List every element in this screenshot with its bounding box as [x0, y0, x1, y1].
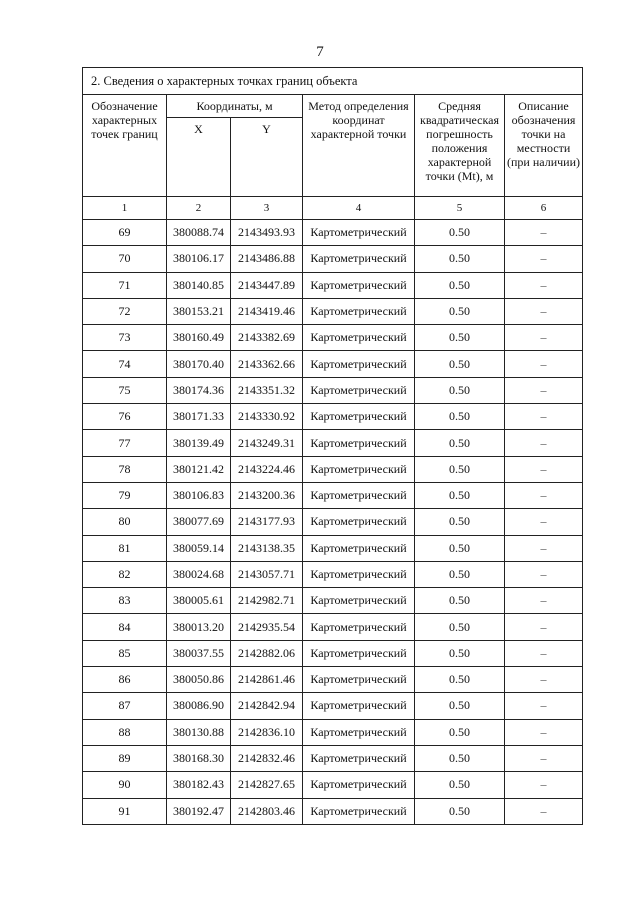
description-cell: – — [505, 377, 583, 403]
description-cell: – — [505, 404, 583, 430]
table-row — [83, 588, 583, 614]
description-cell: – — [505, 772, 583, 798]
y-coordinate-cell: 2143177.93 — [231, 509, 303, 535]
description-cell: – — [505, 614, 583, 640]
y-coordinate-cell: 2143057.71 — [231, 561, 303, 587]
table-row — [83, 298, 583, 324]
method-cell: Картометрический — [303, 246, 415, 272]
point-cell: 81 — [83, 535, 167, 561]
column-number: 2 — [167, 197, 231, 220]
description-cell: – — [505, 220, 583, 246]
x-coordinate-cell: 380182.43 — [167, 772, 231, 798]
x-coordinate-cell: 380139.49 — [167, 430, 231, 456]
x-coordinate-cell: 380192.47 — [167, 798, 231, 824]
header-coordinates: Координаты, м — [167, 95, 303, 118]
column-number: 1 — [83, 197, 167, 220]
point-cell: 70 — [83, 246, 167, 272]
error-cell: 0.50 — [415, 693, 505, 719]
table-row — [83, 272, 583, 298]
method-cell: Картометрический — [303, 772, 415, 798]
y-coordinate-cell: 2142882.06 — [231, 640, 303, 666]
description-cell: – — [505, 482, 583, 508]
description-cell: – — [505, 456, 583, 482]
x-coordinate-cell: 380160.49 — [167, 325, 231, 351]
x-coordinate-cell: 380171.33 — [167, 404, 231, 430]
point-cell: 89 — [83, 745, 167, 771]
table-row — [83, 614, 583, 640]
description-cell: – — [505, 719, 583, 745]
x-coordinate-cell: 380013.20 — [167, 614, 231, 640]
y-coordinate-cell: 2143200.36 — [231, 482, 303, 508]
table-row — [83, 325, 583, 351]
point-cell: 85 — [83, 640, 167, 666]
points-table — [82, 67, 583, 825]
method-cell: Картометрический — [303, 404, 415, 430]
table-row — [83, 246, 583, 272]
y-coordinate-cell: 2143486.88 — [231, 246, 303, 272]
point-cell: 77 — [83, 430, 167, 456]
y-coordinate-cell: 2143224.46 — [231, 456, 303, 482]
table-row — [83, 772, 583, 798]
y-coordinate-cell: 2143351.32 — [231, 377, 303, 403]
table-row — [83, 220, 583, 246]
error-cell: 0.50 — [415, 667, 505, 693]
y-coordinate-cell: 2142861.46 — [231, 667, 303, 693]
x-coordinate-cell: 380005.61 — [167, 588, 231, 614]
y-coordinate-cell: 2142842.94 — [231, 693, 303, 719]
table-row — [83, 798, 583, 824]
point-cell: 74 — [83, 351, 167, 377]
header-x: X — [167, 118, 231, 197]
x-coordinate-cell: 380050.86 — [167, 667, 231, 693]
error-cell: 0.50 — [415, 456, 505, 482]
table-body — [83, 68, 583, 825]
description-cell: – — [505, 298, 583, 324]
table-row — [83, 430, 583, 456]
error-cell: 0.50 — [415, 272, 505, 298]
error-cell: 0.50 — [415, 430, 505, 456]
description-cell: – — [505, 745, 583, 771]
table-row — [83, 377, 583, 403]
error-cell: 0.50 — [415, 377, 505, 403]
method-cell: Картометрический — [303, 693, 415, 719]
y-coordinate-cell: 2142935.54 — [231, 614, 303, 640]
y-coordinate-cell: 2143330.92 — [231, 404, 303, 430]
method-cell: Картометрический — [303, 535, 415, 561]
method-cell: Картометрический — [303, 588, 415, 614]
header-method: Метод определения координат характерной точки — [303, 95, 415, 197]
method-cell: Картометрический — [303, 220, 415, 246]
description-cell: – — [505, 509, 583, 535]
x-coordinate-cell: 380037.55 — [167, 640, 231, 666]
error-cell: 0.50 — [415, 404, 505, 430]
method-cell: Картометрический — [303, 351, 415, 377]
point-cell: 90 — [83, 772, 167, 798]
column-number: 4 — [303, 197, 415, 220]
x-coordinate-cell: 380088.74 — [167, 220, 231, 246]
point-cell: 83 — [83, 588, 167, 614]
x-coordinate-cell: 380024.68 — [167, 561, 231, 587]
method-cell: Картометрический — [303, 561, 415, 587]
method-cell: Картометрический — [303, 272, 415, 298]
error-cell: 0.50 — [415, 535, 505, 561]
error-cell: 0.50 — [415, 482, 505, 508]
y-coordinate-cell: 2142827.65 — [231, 772, 303, 798]
header-y: Y — [231, 118, 303, 197]
x-coordinate-cell: 380106.83 — [167, 482, 231, 508]
description-cell: – — [505, 640, 583, 666]
point-cell: 69 — [83, 220, 167, 246]
column-number: 5 — [415, 197, 505, 220]
method-cell: Картометрический — [303, 614, 415, 640]
method-cell: Картометрический — [303, 667, 415, 693]
table-row — [83, 561, 583, 587]
method-cell: Картометрический — [303, 640, 415, 666]
table-row — [83, 482, 583, 508]
x-coordinate-cell: 380077.69 — [167, 509, 231, 535]
description-cell: – — [505, 693, 583, 719]
y-coordinate-cell: 2142982.71 — [231, 588, 303, 614]
method-cell: Картометрический — [303, 798, 415, 824]
error-cell: 0.50 — [415, 561, 505, 587]
method-cell: Картометрический — [303, 482, 415, 508]
error-cell: 0.50 — [415, 351, 505, 377]
method-cell: Картометрический — [303, 430, 415, 456]
point-cell: 79 — [83, 482, 167, 508]
point-cell: 84 — [83, 614, 167, 640]
error-cell: 0.50 — [415, 772, 505, 798]
description-cell: – — [505, 246, 583, 272]
error-cell: 0.50 — [415, 298, 505, 324]
point-cell: 80 — [83, 509, 167, 535]
error-cell: 0.50 — [415, 719, 505, 745]
section-title: 2. Сведения о характерных точках границ объекта — [83, 68, 583, 95]
description-cell: – — [505, 535, 583, 561]
y-coordinate-cell: 2143419.46 — [231, 298, 303, 324]
table-row — [83, 404, 583, 430]
point-cell: 87 — [83, 693, 167, 719]
table-row — [83, 667, 583, 693]
x-coordinate-cell: 380086.90 — [167, 693, 231, 719]
point-cell: 72 — [83, 298, 167, 324]
y-coordinate-cell: 2142836.10 — [231, 719, 303, 745]
description-cell: – — [505, 325, 583, 351]
table-row — [83, 719, 583, 745]
x-coordinate-cell: 380121.42 — [167, 456, 231, 482]
y-coordinate-cell: 2143493.93 — [231, 220, 303, 246]
x-coordinate-cell: 380140.85 — [167, 272, 231, 298]
x-coordinate-cell: 380170.40 — [167, 351, 231, 377]
table-row — [83, 535, 583, 561]
page-number: 7 — [316, 44, 324, 60]
column-number: 3 — [231, 197, 303, 220]
description-cell: – — [505, 430, 583, 456]
header-description: Описание обозначения точки на местности (при наличии) — [505, 95, 583, 197]
y-coordinate-cell: 2143249.31 — [231, 430, 303, 456]
method-cell: Картометрический — [303, 719, 415, 745]
table-row — [83, 456, 583, 482]
point-cell: 88 — [83, 719, 167, 745]
y-coordinate-cell: 2143382.69 — [231, 325, 303, 351]
y-coordinate-cell: 2143447.89 — [231, 272, 303, 298]
table-row — [83, 745, 583, 771]
description-cell: – — [505, 561, 583, 587]
x-coordinate-cell: 380174.36 — [167, 377, 231, 403]
y-coordinate-cell: 2143362.66 — [231, 351, 303, 377]
x-coordinate-cell: 380153.21 — [167, 298, 231, 324]
x-coordinate-cell: 380059.14 — [167, 535, 231, 561]
table-row — [83, 693, 583, 719]
method-cell: Картометрический — [303, 325, 415, 351]
column-numbers-row — [83, 197, 583, 220]
point-cell: 78 — [83, 456, 167, 482]
point-cell: 76 — [83, 404, 167, 430]
point-cell: 86 — [83, 667, 167, 693]
description-cell: – — [505, 272, 583, 298]
table-row — [83, 351, 583, 377]
y-coordinate-cell: 2143138.35 — [231, 535, 303, 561]
description-cell: – — [505, 798, 583, 824]
error-cell: 0.50 — [415, 246, 505, 272]
header-error: Средняя квадратическая погрешность положения характерной точки (Mt), м — [415, 95, 505, 197]
method-cell: Картометрический — [303, 298, 415, 324]
error-cell: 0.50 — [415, 220, 505, 246]
x-coordinate-cell: 380106.17 — [167, 246, 231, 272]
error-cell: 0.50 — [415, 640, 505, 666]
point-cell: 71 — [83, 272, 167, 298]
table-row — [83, 640, 583, 666]
point-cell: 91 — [83, 798, 167, 824]
header-point: Обозначение характерных точек границ — [83, 95, 167, 197]
y-coordinate-cell: 2142803.46 — [231, 798, 303, 824]
error-cell: 0.50 — [415, 325, 505, 351]
method-cell: Картометрический — [303, 745, 415, 771]
description-cell: – — [505, 351, 583, 377]
table-row — [83, 509, 583, 535]
error-cell: 0.50 — [415, 588, 505, 614]
point-cell: 82 — [83, 561, 167, 587]
point-cell: 75 — [83, 377, 167, 403]
error-cell: 0.50 — [415, 614, 505, 640]
error-cell: 0.50 — [415, 798, 505, 824]
column-number: 6 — [505, 197, 583, 220]
y-coordinate-cell: 2142832.46 — [231, 745, 303, 771]
point-cell: 73 — [83, 325, 167, 351]
method-cell: Картометрический — [303, 456, 415, 482]
description-cell: – — [505, 588, 583, 614]
method-cell: Картометрический — [303, 377, 415, 403]
method-cell: Картометрический — [303, 509, 415, 535]
x-coordinate-cell: 380130.88 — [167, 719, 231, 745]
x-coordinate-cell: 380168.30 — [167, 745, 231, 771]
error-cell: 0.50 — [415, 509, 505, 535]
error-cell: 0.50 — [415, 745, 505, 771]
description-cell: – — [505, 667, 583, 693]
